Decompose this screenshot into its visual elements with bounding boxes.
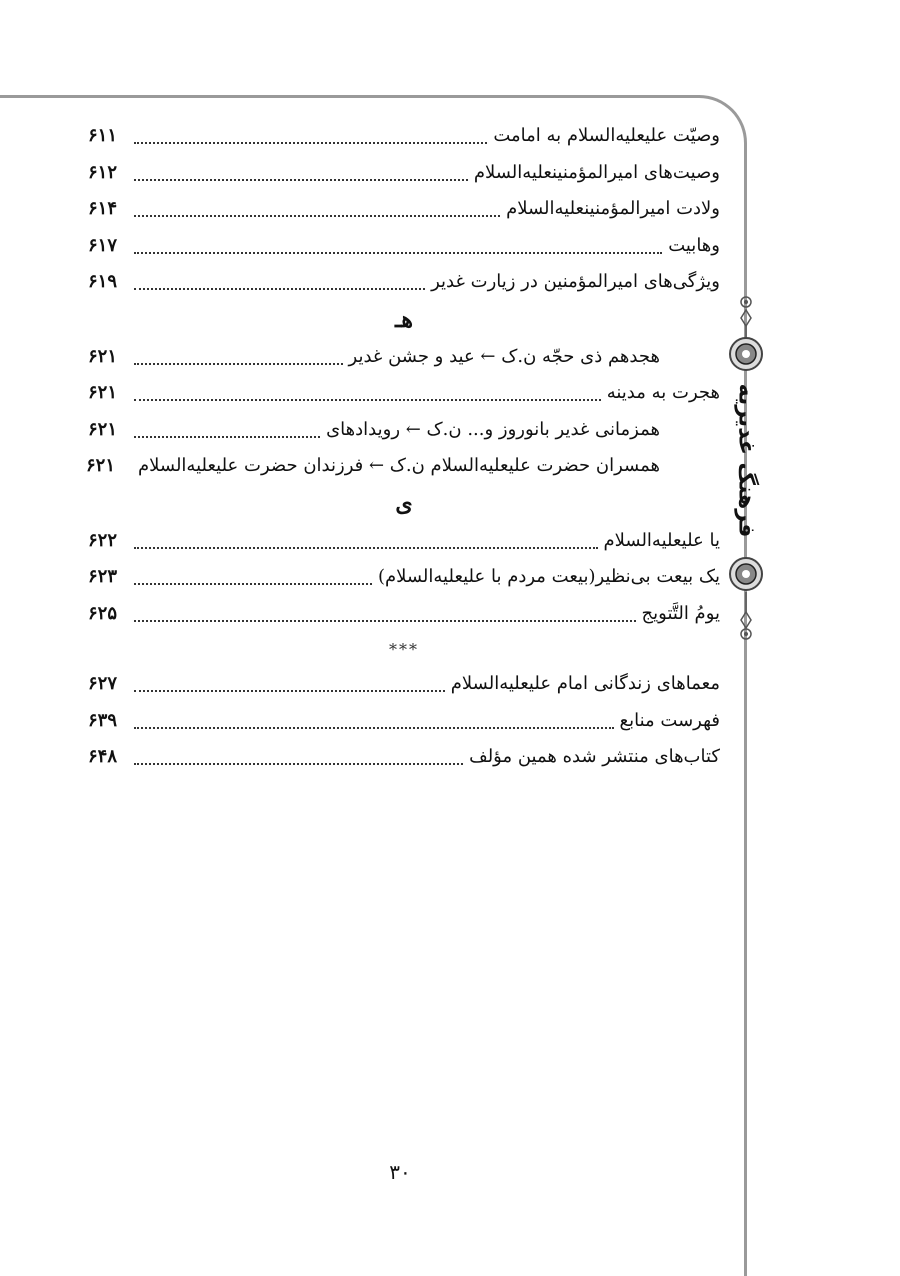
toc-entry[interactable] — [88, 264, 720, 301]
dot-leader — [134, 270, 425, 290]
entry-page: ۶۴۸ — [88, 746, 118, 768]
entry-page: ۶۱۹ — [88, 271, 118, 293]
entry-title: وصیت‌های امیرالمؤمنینعلیه‌السلام — [473, 161, 720, 183]
entry-page: ۶۳۹ — [88, 709, 118, 731]
toc-entry[interactable] — [88, 118, 720, 155]
toc-entry[interactable] — [88, 228, 720, 265]
toc-entry[interactable] — [88, 739, 720, 776]
entry-title: وهابیت — [668, 234, 720, 256]
separator-stars: *** — [389, 639, 419, 659]
entry-title: کتاب‌های منتشر شده همین مؤلف — [469, 746, 720, 768]
toc-entry[interactable] — [88, 596, 720, 633]
dot-leader — [134, 234, 662, 254]
entry-title: همسران حضرت علیعلیه‌السلام ن.ک ← فرزندان حضرت علیعلیه‌السلام — [138, 455, 660, 477]
dot-leader — [134, 529, 598, 549]
entry-title: هجدهم ذی حجّه ن.ک ← عید و جشن غدیر — [348, 345, 660, 367]
toc-entry[interactable] — [88, 155, 720, 192]
entry-page: ۶۲۱ — [88, 345, 118, 367]
toc-entry[interactable] — [88, 703, 720, 740]
toc-entry[interactable] — [88, 375, 720, 412]
entry-title: یومُ التَّتویج — [641, 602, 720, 624]
dot-leader — [134, 672, 445, 692]
entry-page: ۶۱۷ — [88, 234, 118, 256]
toc-entry[interactable] — [88, 448, 720, 485]
toc-entry[interactable] — [88, 523, 720, 560]
dot-leader — [134, 709, 614, 729]
entry-page: ۶۱۱ — [88, 125, 118, 147]
toc-entry[interactable] — [88, 666, 720, 703]
dot-leader — [134, 745, 463, 765]
entry-title: ویژگی‌های امیرالمؤمنین در زیارت غدیر — [431, 271, 720, 293]
entry-title: ولادت امیرالمؤمنینعلیه‌السلام — [506, 198, 720, 220]
entry-page: ۶۲۱ — [88, 418, 118, 440]
entry-page: ۶۲۵ — [88, 602, 118, 624]
entry-title: یک بیعت بی‌نظیر(بیعت مردم با علیعلیه‌السلام) — [377, 566, 720, 588]
dot-leader — [134, 381, 601, 401]
page-number: ۳۰ — [389, 1160, 411, 1184]
medallion-bottom-icon — [728, 556, 764, 592]
dot-leader — [134, 345, 343, 365]
toc-entry[interactable] — [88, 559, 720, 596]
entry-page: ۶۲۲ — [88, 529, 118, 551]
entry-title: یا علیعلیه‌السلام — [603, 529, 720, 551]
entry-title: همزمانی غدیر بانوروز و... ن.ک ← رویدادهای — [326, 418, 660, 440]
section-heading-h: هـ — [394, 306, 414, 333]
entry-title: فهرست منابع — [619, 709, 720, 731]
dot-leader — [134, 197, 500, 217]
section-heading-y: ی — [395, 490, 413, 517]
entry-title: هجرت به مدینه — [606, 382, 720, 404]
entry-title: وصیّت علیعلیه‌السلام به امامت — [493, 125, 720, 147]
entry-page: ۶۲۷ — [88, 673, 118, 695]
entry-page: ۶۲۳ — [88, 566, 118, 588]
frame-top-line — [0, 95, 700, 98]
entry-page: ۶۲۱ — [88, 382, 118, 404]
side-title: فرهنگ غدیریه — [733, 383, 759, 537]
entry-page: ۶۲۱ — [86, 455, 116, 477]
toc-entry[interactable] — [88, 191, 720, 228]
entry-page: ۶۱۲ — [88, 161, 118, 183]
table-of-contents — [88, 118, 720, 776]
dot-leader — [134, 418, 320, 438]
dot-leader — [134, 565, 372, 585]
ornament-bottom-icon — [733, 592, 759, 644]
entry-page: ۶۱۴ — [88, 198, 118, 220]
dot-leader — [134, 602, 636, 622]
entry-title: معماهای زندگانی امام علیعلیه‌السلام — [450, 673, 720, 695]
toc-entry[interactable] — [88, 339, 720, 376]
dot-leader — [134, 161, 468, 181]
toc-entry[interactable] — [88, 412, 720, 449]
dot-leader — [134, 124, 487, 144]
